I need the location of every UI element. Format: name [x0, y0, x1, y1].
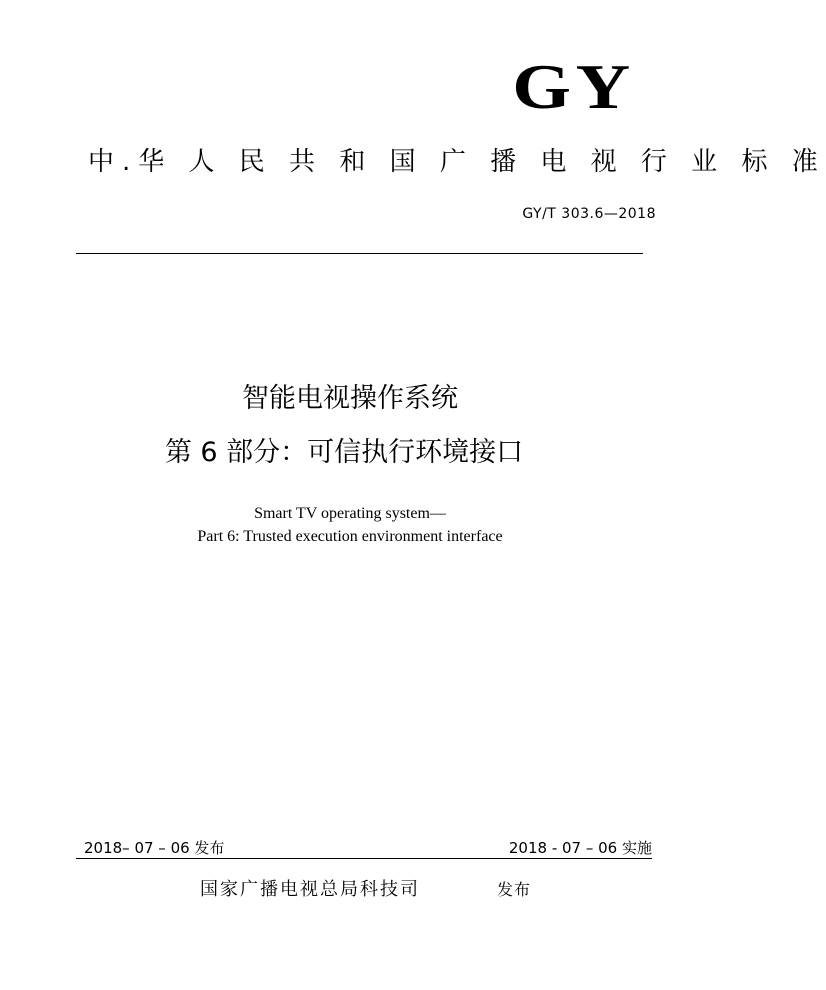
bottom-divider — [76, 858, 652, 859]
issue-date: 2018– 07 – 06 发布 — [84, 839, 225, 857]
industry-standard-title: 中.华 人 民 共 和 国 广 播 电 视 行 业 标 准 — [88, 147, 826, 177]
standard-number: GY/T 303.6—2018 — [522, 206, 656, 222]
top-divider — [76, 253, 643, 254]
issuing-authority: 国家广播电视总局科技司 — [200, 879, 420, 900]
english-title-line-1: Smart TV operating system— — [254, 505, 446, 522]
gy-logo: GY — [512, 51, 635, 122]
chinese-title-line-2: 第 6 部分：可信执行环境接口 — [164, 437, 524, 468]
implementation-date: 2018 - 07 – 06 实施 — [508, 839, 652, 857]
chinese-title-line-1: 智能电视操作系统 — [242, 383, 458, 414]
issuing-action: 发布 — [497, 880, 532, 899]
english-title-line-2: Part 6: Trusted execution environment interface — [197, 528, 503, 545]
